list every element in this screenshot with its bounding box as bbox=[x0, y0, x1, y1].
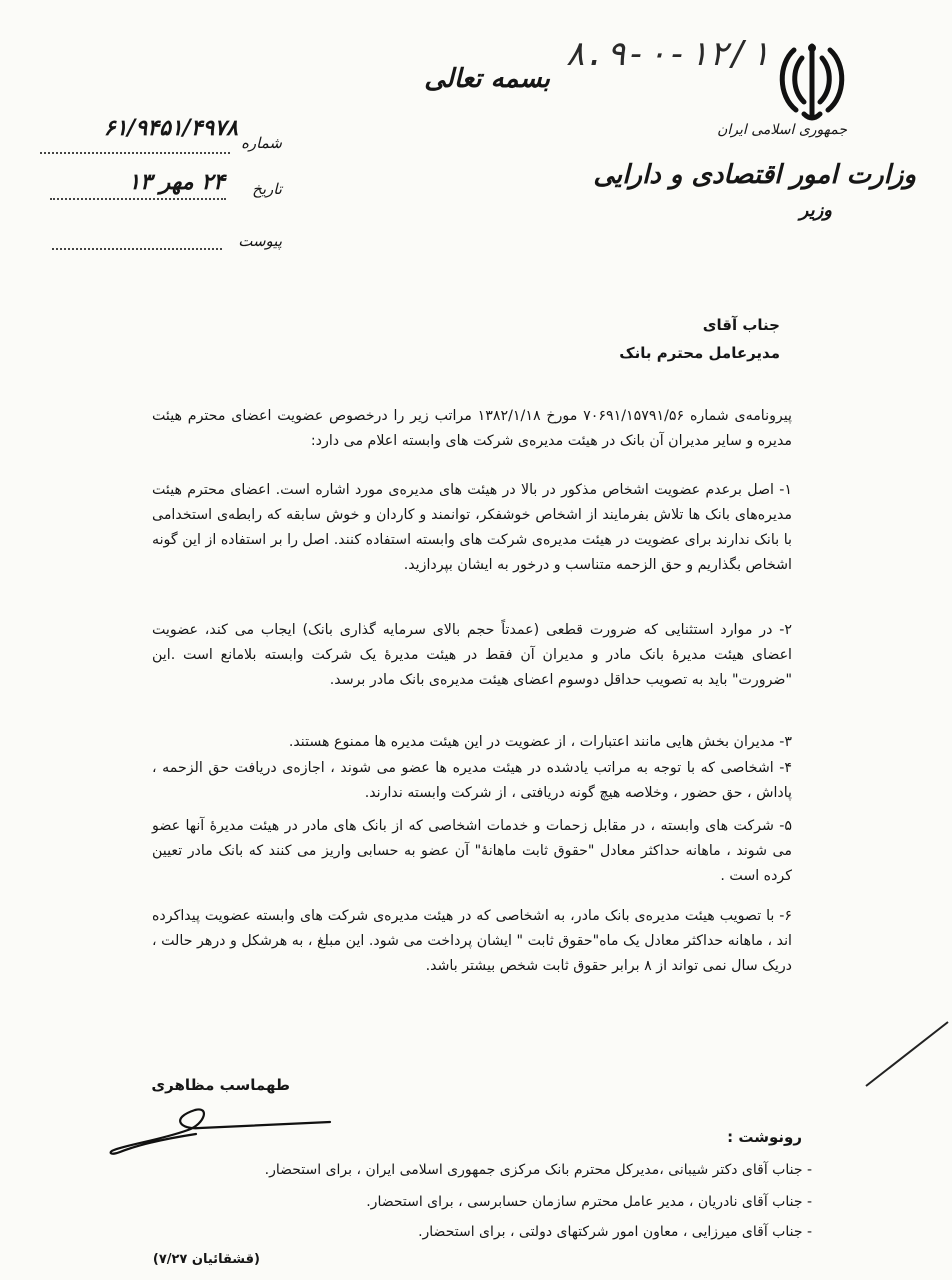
body-item-2: ۲- در موارد استثنایی که ضرورت قطعی (عمدتاً حجم بالای سرمایه گذاری بانک) ایجاب می کند، عضویت اعضای هیئت مدیرهٔ بانک مادر و مدیران آن فقط در هیئت مدیرهٔ یک شرکت وابسته بلامانع است .این "ضرورت" باید به تصویب حداقل دوسوم اعضای هیئت مدیره‌ی بانک مادر برسد. bbox=[152, 622, 792, 688]
country-name: جمهوری اسلامی ایران bbox=[717, 122, 847, 138]
iran-emblem-icon bbox=[772, 40, 852, 122]
number-label: شماره bbox=[241, 134, 282, 152]
body-item-4: ۴- اشخاصی که با توجه به مراتب یادشده در هیئت مدیره ها عضو می شوند ، اجازه‌ی دریافت حق الزحمه ، پاداش ، حق حضور ، وخلاصه هیچ گونه دریافتی ، از شرکت وابسته ندارند. bbox=[152, 760, 792, 801]
handwritten-code: ۸.۹-۰-۱۲/۱ bbox=[565, 34, 770, 74]
attachment-underline bbox=[52, 248, 222, 250]
addressee-line-1: جناب آقای bbox=[702, 316, 780, 334]
handwritten-signature bbox=[100, 1090, 340, 1160]
ministry-name: وزارت امور اقتصادی و دارایی bbox=[593, 160, 916, 190]
cc-title: رونوشت : bbox=[727, 1128, 802, 1146]
cc-item: - جناب آقای دکتر شیبانی ،مدیرکل محترم بانک مرکزی جمهوری اسلامی ایران ، برای استحضار. bbox=[264, 1162, 812, 1178]
body-item-5: ۵- شرکت های وابسته ، در مقابل زحمات و خدمات اشخاصی که از بانک های مادر در هیئت مدیرهٔ آنها عضو می شوند ، ماهانه حداکثر معادل "حقوق ثابت ماهانهٔ" آن عضو به حسابی واریز می کنند که بانک مادر تعیین کرده است . bbox=[152, 818, 792, 884]
body-item-1: ۱- اصل برعدم عضویت اشخاص مذکور در بالا در هیئت های مدیره‌ی مورد اشاره است. اعضای محترم هیئت مدیره‌های بانک ها تلاش بفرمایند از اشخاص خوشفکر، توانمند و کاردان و خوش سابقه که رابطه‌ی استخدامی با بانک ندارند برای عضویت در هیئت مدیره‌ی شرکت های وابسته استفاده کنند. اصل را بر استفاده از این گونه اشخاص بگذاریم و حق الزحمه متناسب و درخور به ایشان بپردازید. bbox=[152, 482, 792, 573]
number-underline bbox=[40, 152, 230, 154]
date-label: تاریخ bbox=[252, 180, 282, 198]
body-intro: پیرونامه‌ی شماره ۷۰۶۹۱/۱۵۷۹۱/۵۶ مورخ ۱۳۸۲/۱/۱۸ مراتب زیر را درخصوص عضویت اعضای محترم هیئت مدیره و سایر مدیران آن بانک در هیئت مدیره‌ی شرکت های وابسته اعلام می دارد: bbox=[152, 408, 792, 449]
body-item-3: ۳- مدیران بخش هایی مانند اعتبارات ، از عضویت در این هیئت مدیره ها ممنوع هستند. bbox=[288, 734, 792, 750]
bismillah-heading: بسمه تعالی bbox=[424, 64, 550, 94]
office-title: وزیر bbox=[799, 200, 832, 221]
typist-reference: (قشقائیان ۷/۲۷) bbox=[152, 1252, 260, 1267]
signatory-name: طهماسب مظاهری bbox=[151, 1076, 290, 1094]
date-underline bbox=[50, 198, 226, 200]
scan-artifact-line bbox=[860, 1020, 950, 1090]
number-value: ۶۱/۹۴۵۱/۴۹۷۸ bbox=[103, 116, 238, 141]
attachment-label: پیوست bbox=[238, 232, 282, 250]
cc-item: - جناب آقای نادریان ، مدیر عامل محترم سازمان حسابرسی ، برای استحضار. bbox=[366, 1194, 812, 1210]
addressee-line-2: مدیرعامل محترم بانک bbox=[619, 344, 780, 362]
date-value: ۲۴ مهر ۱۳ bbox=[128, 170, 225, 195]
cc-item: - جناب آقای میرزایی ، معاون امور شرکتهای دولتی ، برای استحضار. bbox=[418, 1224, 812, 1240]
body-item-6: ۶- با تصویب هیئت مدیره‌ی بانک مادر، به اشخاصی که در هیئت مدیره‌ی شرکت های وابسته عضویت پیداکرده اند ، ماهانه حداکثر معادل یک ماه"حقوق ثابت " ایشان پرداخت می شود. این مبلغ ، به هرشکل و درهر حالت ، دریک سال نمی تواند از ۸ برابر حقوق ثابت شخص بیشتر باشد. bbox=[152, 908, 792, 974]
